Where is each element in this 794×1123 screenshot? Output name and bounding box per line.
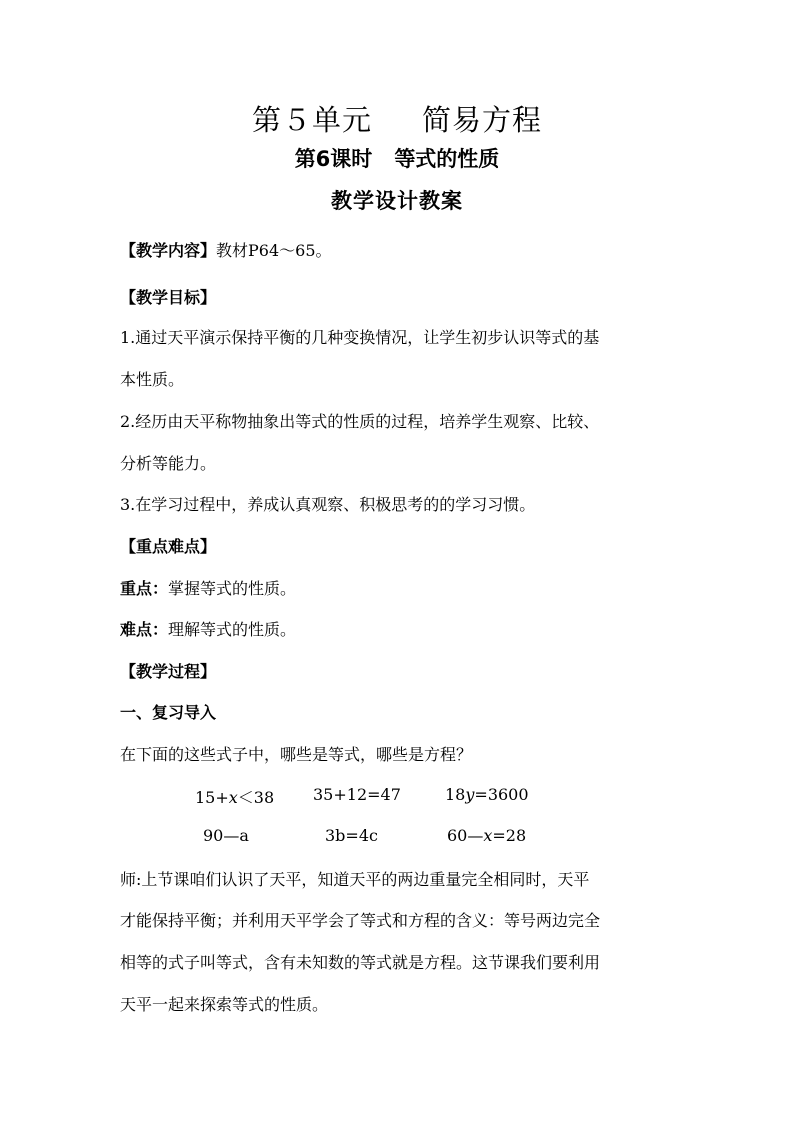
unit-title — [0, 98, 794, 139]
review-question: 在下面的这些式子中，哪些是等式，哪些是方程？ — [120, 745, 473, 764]
expression-3: 18y=3600 — [445, 785, 529, 804]
keypoints-heading: 【重点难点】 — [120, 537, 217, 556]
goal-1-line-2: 本性质。 — [120, 370, 185, 389]
teaching-content — [120, 238, 690, 261]
expression-2: 35+12=47 — [313, 785, 401, 804]
teacher-line-2: 才能保持平衡；并利用天平学会了等式和方程的含义：等号两边完全 — [120, 911, 601, 930]
teaching-content-label: 【教学内容】 — [120, 241, 217, 260]
unit-name: 简易方程 — [422, 103, 543, 137]
difficult-point — [120, 617, 690, 640]
expression-1: 15+x＜38 — [195, 788, 275, 807]
key-point-label: 重点： — [120, 579, 169, 598]
section-review-intro: 一、复习导入 — [120, 703, 217, 722]
expression-5: 3b=4c — [325, 826, 378, 845]
lesson-title — [0, 143, 794, 173]
goals-heading: 【教学目标】 — [120, 288, 217, 307]
unit-number: 第５单元 — [251, 103, 372, 137]
lesson-number: 第6课时 — [294, 147, 373, 171]
goal-2-line-2: 分析等能力。 — [120, 454, 217, 473]
goal-1-line-1: 1.通过天平演示保持平衡的几种变换情况，让学生初步认识等式的基 — [120, 328, 600, 347]
key-point — [120, 576, 690, 599]
process-heading: 【教学过程】 — [120, 662, 217, 681]
goal-3: 3.在学习过程中，养成认真观察、积极思考的的学习习惯。 — [120, 495, 536, 514]
lesson-name: 等式的性质 — [394, 147, 500, 171]
goal-2-line-1: 2.经历由天平称物抽象出等式的性质的过程，培养学生观察、比较、 — [120, 412, 600, 431]
teaching-content-text: 教材P64～65。 — [216, 241, 332, 260]
teacher-line-1: 师:上节课咱们认识了天平，知道天平的两边重量完全相同时，天平 — [120, 870, 590, 889]
key-point-text: 掌握等式的性质。 — [168, 579, 297, 598]
teacher-line-3: 相等的式子叫等式，含有未知数的等式就是方程。这节课我们要利用 — [120, 953, 601, 972]
difficult-point-label: 难点： — [120, 620, 169, 639]
document-type: 教学设计教案 — [331, 189, 463, 213]
expression-6: 60—x=28 — [447, 826, 527, 845]
teacher-line-4: 天平一起来探索等式的性质。 — [120, 995, 329, 1014]
difficult-point-text: 理解等式的性质。 — [168, 620, 297, 639]
expression-4: 90—a — [203, 826, 249, 845]
